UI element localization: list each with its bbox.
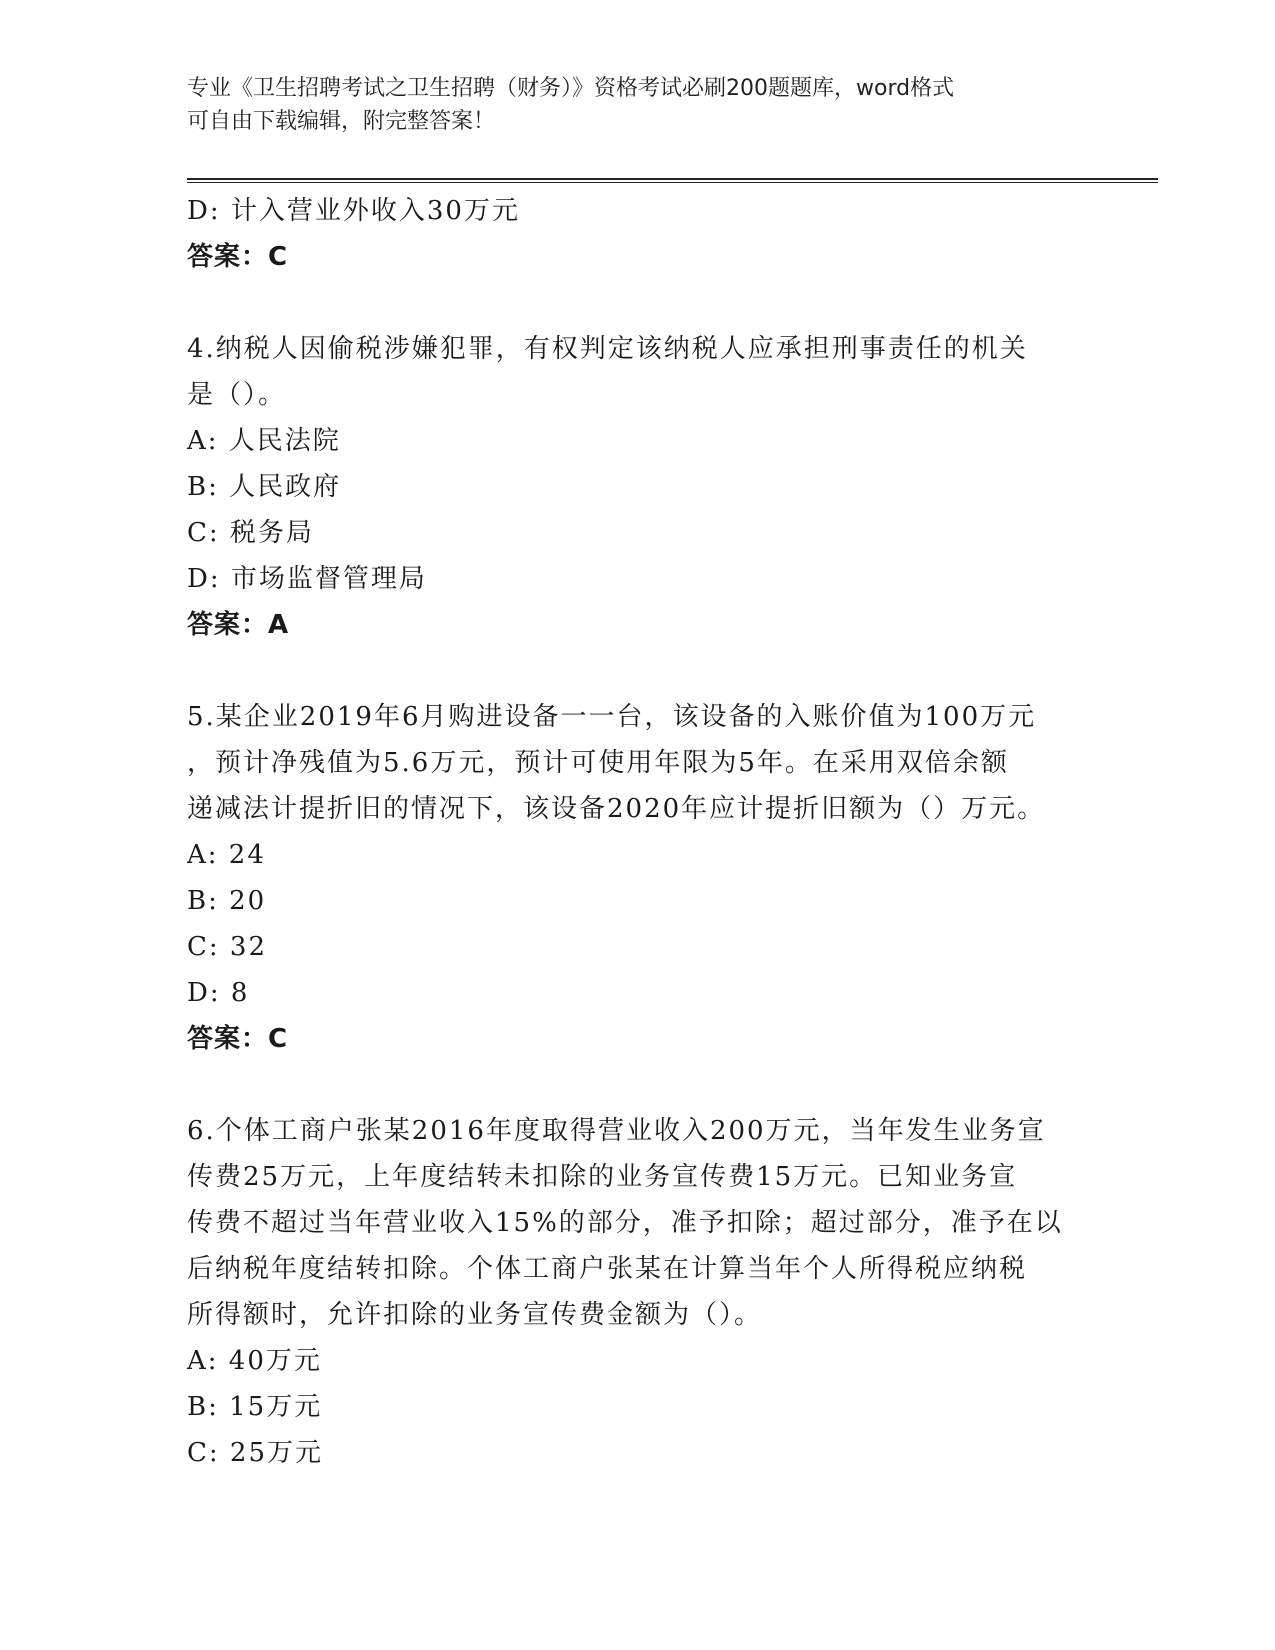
- q4-stem-line-2: 是（）。: [187, 380, 287, 410]
- q6-option-c: C: 25万元: [187, 1438, 324, 1468]
- q5-answer: 答案：C: [187, 1024, 289, 1054]
- q6-stem-line-3: 传费不超过当年营业收入15%的部分，准予扣除；超过部分，准予在以: [187, 1208, 1063, 1238]
- q3-option-d: D: 计入营业外收入30万元: [187, 196, 520, 226]
- q5-stem-line-1: 5.某企业2019年6月购进设备一一台，该设备的入账价值为100万元: [187, 702, 1037, 732]
- q6-option-b: B: 15万元: [187, 1392, 323, 1422]
- q4-option-a: A: 人民法院: [187, 426, 341, 456]
- q4-option-b: B: 人民政府: [187, 472, 342, 502]
- q6-option-a: A: 40万元: [187, 1346, 322, 1376]
- q6-stem-line-5: 所得额时，允许扣除的业务宣传费金额为（）。: [187, 1300, 763, 1330]
- q5-option-d: D: 8: [187, 978, 250, 1008]
- q5-option-a: A: 24: [187, 840, 266, 870]
- q5-option-c: C: 32: [187, 932, 268, 962]
- page-header: [187, 72, 1087, 138]
- header-title-line-1: 专业《卫生招聘考试之卫生招聘（财务）》资格考试必刷200题题库，word格式: [187, 76, 955, 101]
- q6-stem-line-1: 6.个体工商户张某2016年度取得营业收入200万元，当年发生业务宣: [187, 1116, 1046, 1146]
- header-title-line-2: 可自由下载编辑，附完整答案！: [187, 109, 496, 134]
- q4-option-d: D: 市场监督管理局: [187, 564, 427, 594]
- q4-stem-line-1: 4.纳税人因偷税涉嫌犯罪，有权判定该纳税人应承担刑事责任的机关: [187, 334, 1028, 364]
- q3-answer: 答案：C: [187, 242, 289, 272]
- header-divider: [187, 178, 1158, 184]
- q5-stem-line-3: 递减法计提折旧的情况下，该设备2020年应计提折旧额为（）万元。: [187, 794, 1046, 824]
- q5-stem-line-2: ，预计净残值为5.6万元，预计可使用年限为5年。在采用双倍余额: [187, 748, 1009, 778]
- q5-option-b: B: 20: [187, 886, 267, 916]
- q6-stem-line-4: 后纳税年度结转扣除。个体工商户张某在计算当年个人所得税应纳税: [187, 1254, 1028, 1284]
- q4-answer: 答案：A: [187, 610, 290, 640]
- q6-stem-line-2: 传费25万元，上年度结转未扣除的业务宣传费15万元。已知业务宣: [187, 1162, 1018, 1192]
- question-content: [187, 188, 1087, 1476]
- q4-option-c: C: 税务局: [187, 518, 314, 548]
